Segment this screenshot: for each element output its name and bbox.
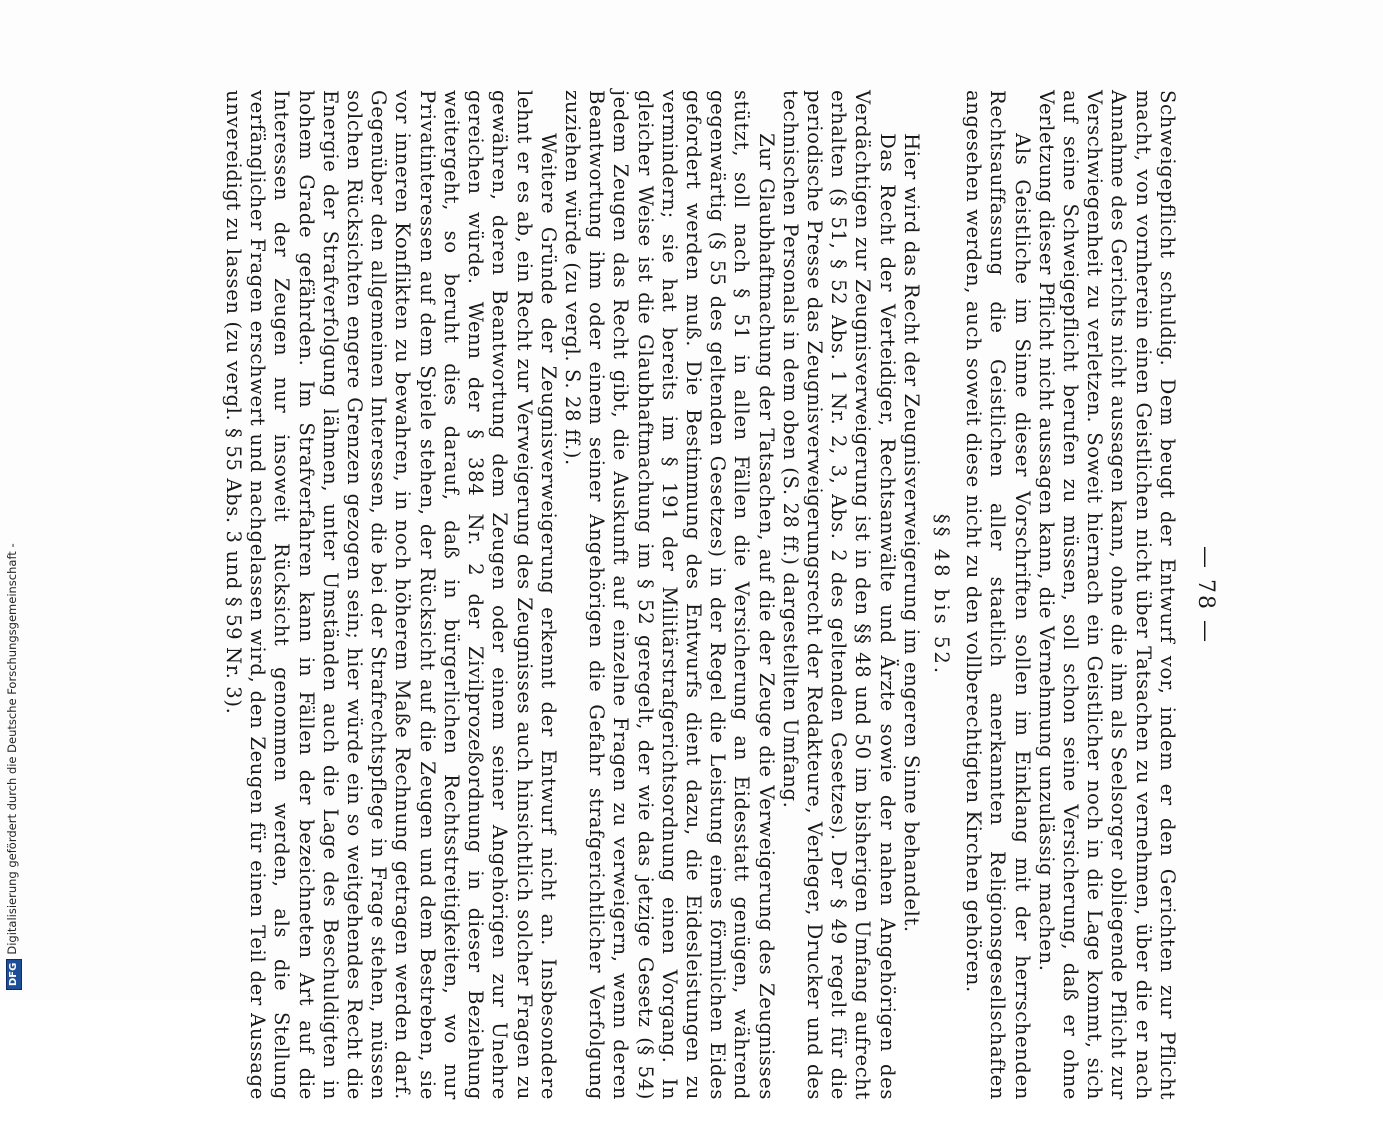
paragraph-1: Schweigepflicht schuldig. Dem beugt der Entwurf vor, indem er den Gerichten zur Pflicht macht, von vornherein einen Geistlichen nicht über Tatsachen zu vernehmen, über die er nach Annahme des Gerichts nicht aussagen kann, ohne die ihm als Seelsorger obliegende Pflicht zur Verschwiegenheit zu verletzen. Soweit hiernach ein Geistlicher noch in die Lage kommt, sich auf seine Schweigepflicht berufen zu müssen, soll schon seine Versicherung, daß er ohne Verletzung dieser Pflicht nicht aussagen kann, die Vernehmung unzulässig machen. — [1034, 90, 1179, 1100]
section-heading: §§ 48 bis 52. — [929, 513, 953, 677]
credit-text: Digitalisierung gefördert durch die Deutsche Forschungsgemeinschaft - — [5, 543, 19, 955]
digitization-credit — [2, 0, 22, 990]
book-page — [0, 50, 1217, 1130]
paragraph-6: Weitere Gründe der Zeugnisverweigerung erkennt der Entwurf nicht an. Insbesondere lehnt er es ab, ein Recht zur Verweigerung des Zeugnisses auch hinsichtlich solcher Fragen zu gewähren, deren Beantwortung dem Zeugen oder einem seiner Angehörigen zur Unehre gereichen würde. Wenn der § 384 Nr. 2 der Zivilprozeßordnung in dieser Beziehung weitergeht, so beruht dies darauf, daß in bürgerlichen Rechtsstreitigkeiten, wo nur Privatinteressen auf dem Spiele stehen, der Rücksicht auf die Zeugen und dem Bestreben, sie vor inneren Konflikten zu bewahren, in noch höherem Maße Rechnung getragen werden darf. Gegenüber den allgemeinen Interessen, die bei der Strafrechtspflege in Frage stehen, müssen solchen Rücksichten engere Grenzen gezogen sein; hier würde ein so weitgehendes Recht die Energie der Strafverfolgung lähmen, unter Umständen auch die Lage des Beschuldigten in hohem Grade gefährden. Im Strafverfahren kann in Fällen der bezeichneten Art auf die Interessen der Zeugen nur insoweit Rücksicht genommen werden, als die Stellung verfänglicher Fragen erschwert und nachgelassen wird, den Zeugen für einen Teil der Aussage unvereidigt zu lassen (zu vergl. § 55 Abs. 3 und § 59 Nr. 3). — [222, 90, 560, 1100]
paragraph-3: Hier wird das Recht der Zeugnisverweigerung im engeren Sinne behandelt. — [899, 133, 923, 933]
page-number: — 78 — — [1193, 546, 1218, 644]
paragraph-4: Das Recht der Verteidiger, Rechtsanwälte und Ärzte sowie der nahen Angehörigen des Verdächtigen zur Zeugnisverweigerung ist in den §§ 48 und 50 im bisherigen Umfang aufrecht erhalten (§ 51, § 52 Abs. 1 Nr. 2, 3, Abs. 2 des geltenden Gesetzes). Der § 49 regelt für die periodische Presse das Zeugnisverweigerungsrecht der Redakteure, Verleger, Drucker und des technischen Personals in dem oben (S. 28 ff.) dargestellten Umfang. — [778, 90, 899, 1100]
paragraph-2: Als Geistliche im Sinne dieser Vorschriften sollen im Einklang mit der herrschenden Rechtsauffassung die Geistlichen aller staatlich anerkannten Religionsgesellschaften angesehen werden, auch soweit diese nicht zu den vollberechtigten Kirchen gehören. — [962, 90, 1034, 1100]
dfg-logo: DFG — [6, 959, 22, 990]
paragraph-5: Zur Glaubhaftmachung der Tatsachen, auf die der Zeuge die Verweigerung des Zeugnisses stützt, soll nach § 51 in allen Fällen die Versicherung an Eidesstatt genügen, während gegenwärtig (§ 55 des geltenden Gesetzes) in der Regel die Leistung eines förmlichen Eides gefordert werden muß. Die Bestimmung des Entwurfs dient dazu, die Eidesleistungen zu vermindern; sie hat bereits im § 191 der Militärstrafgerichtsordnung einen Vorgang. In gleicher Weise ist die Glaubhaftmachung im § 52 geregelt, der wie das jetzige Gesetz (§ 54) jedem Zeugen das Recht gibt, die Auskunft auf einzelne Fragen zu verweigern, wenn deren Beantwortung ihm oder einem seiner Angehörigen die Gefahr strafgerichtlicher Verfolgung zuziehen würde (zu vergl. S. 28 ff.). — [560, 90, 778, 1100]
